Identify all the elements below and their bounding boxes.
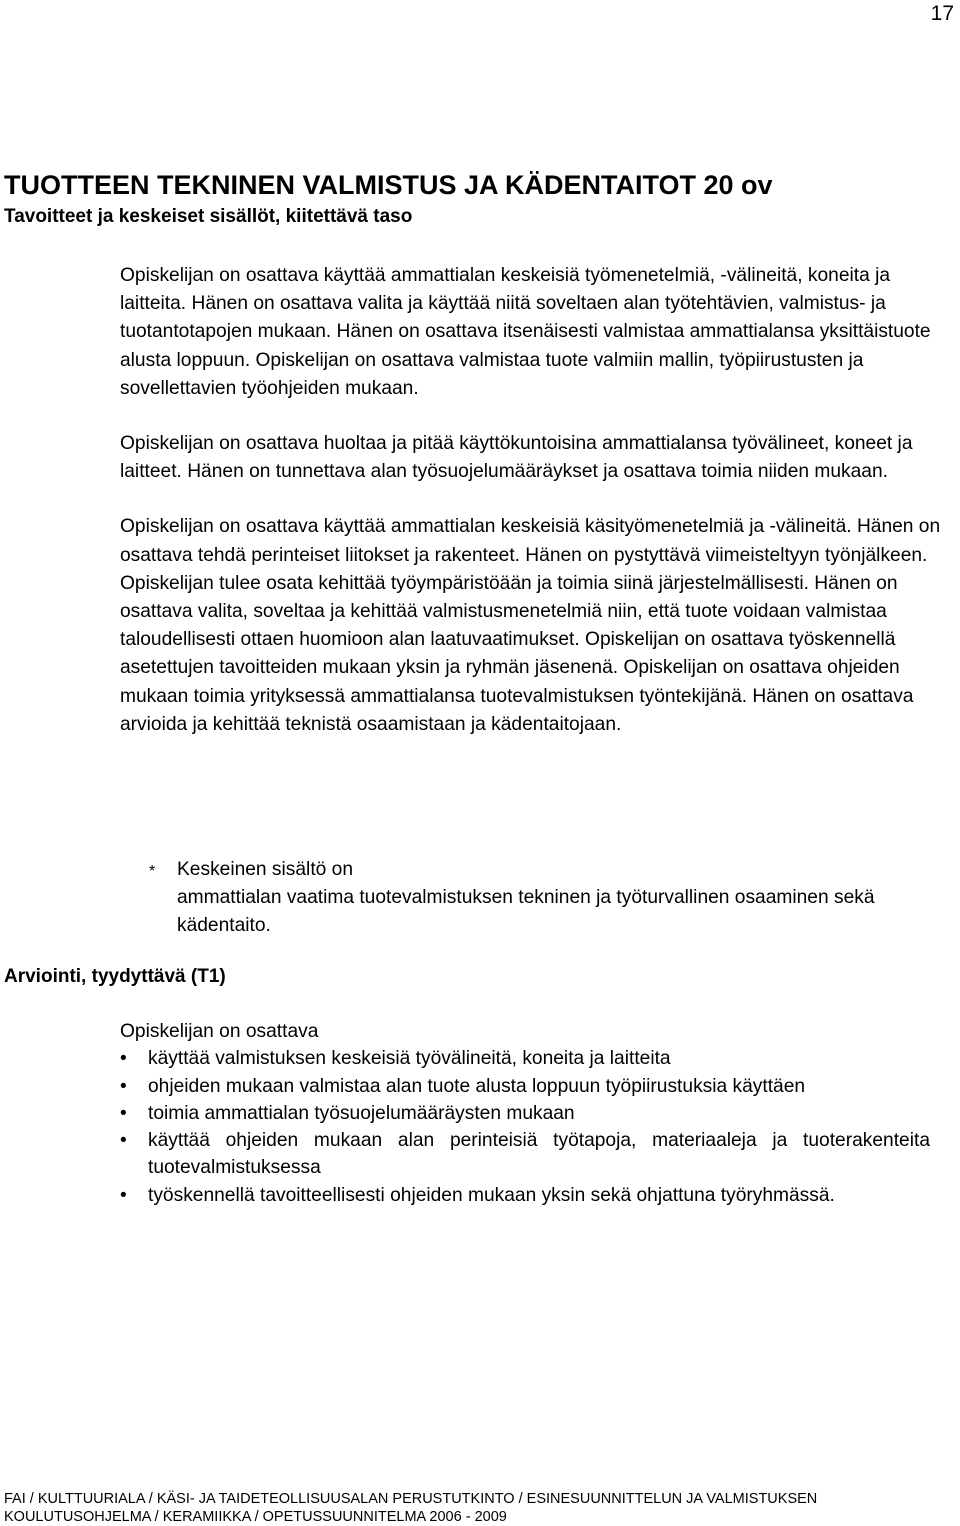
- core-content-label: Keskeinen sisältö on: [177, 859, 353, 880]
- footer-line: KOULUTUSOHJELMA / KERAMIIKKA / OPETUSSUUNNITELMA 2006 - 2009: [4, 1509, 507, 1525]
- list-item-text: käyttää valmistuksen keskeisiä työvälineitä, koneita ja laitteita: [148, 1048, 671, 1070]
- bullet-icon: •: [120, 1048, 127, 1070]
- section-subtitle: Tavoitteet ja keskeiset sisällöt, kiitettävä taso: [4, 206, 413, 227]
- core-content-text: ammattialan vaatima tuotevalmistuksen tekninen ja työturvallinen osaaminen sekä kädentaito.: [177, 887, 875, 936]
- assessment-intro: Opiskelijan on osattava: [120, 1021, 319, 1042]
- objectives-text: [120, 262, 946, 766]
- core-content-note: [120, 856, 946, 940]
- page-number: 17: [930, 2, 954, 25]
- page-footer: [4, 1490, 817, 1526]
- asterisk-marker: *: [149, 863, 156, 880]
- paragraph: Opiskelijan on osattava käyttää ammattialan keskeisiä käsityömenetelmiä ja -välineitä. Hänen on osattava tehdä perinteiset liitokset ja rakenteet. Hänen on pystyttävä viimeisteltyyn työnjälkeen. Opiskelijan tulee osata kehittää työympäristöään ja toimia siinä järjestelmällisesti. Hänen on osattava valita, soveltaa ja kehittää valmistusmenetelmiä niin, että tuote voidaan valmistaa taloudellisesti ottaen huomioon alan laatuvaatimukset. Opiskelijan on osattava työskennellä asetettujen tavoitteiden mukaan yksin ja ryhmän jäsenenä. Opiskelijan on osattava ohjeiden mukaan toimia yrityksessä ammattialansa tuotevalmistuksen työntekijänä. Hänen on osattava arvioida ja kehittää teknistä osaamistaan ja kädentaitojaan.: [120, 516, 941, 735]
- bullet-icon: •: [120, 1184, 127, 1206]
- paragraph: Opiskelijan on osattava huoltaa ja pitää käyttökuntoisina ammattialansa työvälineet, koneet ja laitteet. Hänen on tunnettava alan työsuojelumääräykset ja osattava toimia niiden mukaan.: [120, 433, 913, 483]
- footer-line: FAI / KULTTUURIALA / KÄSI- JA TAIDETEOLLISUUSALAN PERUSTUTKINTO / ESINESUUNNITTELUN JA VALMISTUKSEN: [4, 1491, 818, 1507]
- list-item: [120, 1100, 930, 1127]
- list-item-text: ohjeiden mukaan valmistaa alan tuote alusta loppuun työpiirustuksia käyttäen: [148, 1075, 806, 1097]
- bullet-icon: •: [120, 1130, 127, 1152]
- paragraph: Opiskelijan on osattava käyttää ammattialan keskeisiä työmenetelmiä, -välineitä, koneita ja laitteita. Hänen on osattava valita ja käyttää niitä soveltaen alan työtehtävien, valmistus- ja tuotantotapojen mukaan. Hänen on osattava itsenäisesti valmistaa ammattialansa yksittäistuote alusta loppuun. Opiskelijan on osattava valmistaa tuote valmiin mallin, työpiirustusten ja sovellettavien työohjeiden mukaan.: [120, 265, 931, 399]
- bullet-icon: •: [120, 1102, 127, 1124]
- list-item-text: käyttää ohjeiden mukaan alan perinteisiä työtapoja, materiaaleja ja tuoterakenteita tuotevalmistuksessa: [148, 1130, 930, 1179]
- list-item-text: työskennellä tavoitteellisesti ohjeiden mukaan yksin sekä ohjattuna työryhmässä.: [148, 1184, 835, 1206]
- assessment-heading: Arviointi, tyydyttävä (T1): [4, 966, 226, 987]
- list-item: [120, 1045, 930, 1072]
- list-item: [120, 1127, 930, 1182]
- assessment-criteria: [120, 1018, 930, 1209]
- bullet-icon: •: [120, 1075, 127, 1097]
- assessment-list: [120, 1045, 930, 1209]
- list-item: [120, 1073, 930, 1100]
- list-item: [120, 1182, 930, 1209]
- page-title: TUOTTEEN TEKNINEN VALMISTUS JA KÄDENTAITOT 20 ov: [4, 170, 773, 200]
- list-item-text: toimia ammattialan työsuojelumääräysten mukaan: [148, 1102, 575, 1124]
